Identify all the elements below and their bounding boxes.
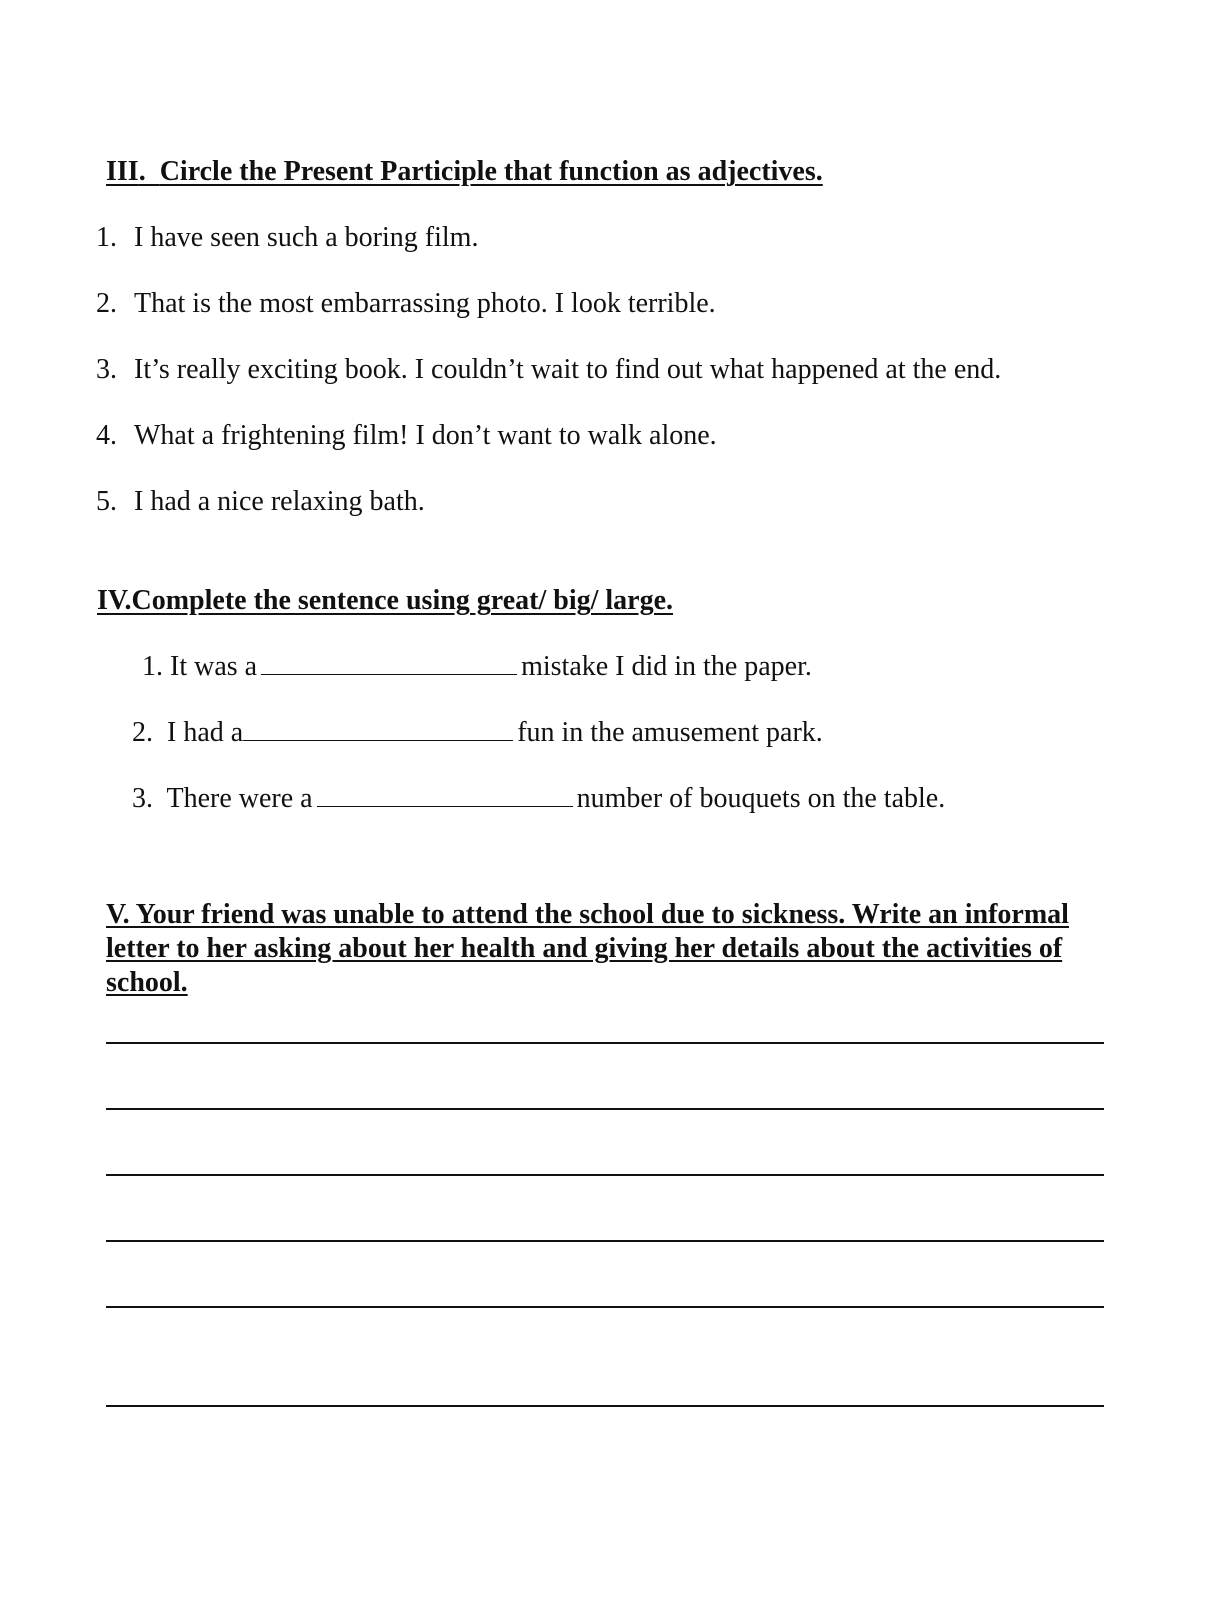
answer-blank-2[interactable] — [243, 716, 513, 741]
writing-line-5[interactable] — [106, 1306, 1104, 1308]
section-3-roman: III — [106, 156, 139, 187]
section-5-heading: V. Your friend was unable to attend the school due to sickness. Write an informal letter to her asking about her health and giving her details about the activities of school. — [106, 899, 1069, 998]
writing-line-6[interactable] — [106, 1405, 1104, 1407]
section-3-title: Circle the Present Participle that function as adjectives. — [159, 156, 823, 187]
section-3-heading: III. Circle the Present Participle that function as adjectives. — [106, 156, 823, 187]
section-3-item-2: 2. That is the most embarrassing photo. I look terrible. — [96, 288, 716, 319]
section-4-item-3: 3. There were a number of bouquets on the table. — [132, 783, 946, 814]
section-3-item-1: 1. I have seen such a boring film. — [96, 222, 479, 253]
sentence-text: What a frightening film! I don’t want to walk alone. — [134, 420, 717, 451]
section-3-item-5: 5. I had a nice relaxing bath. — [96, 486, 425, 517]
sentence-text: That is the most embarrassing photo. I look terrible. — [134, 288, 716, 319]
answer-blank-1[interactable] — [261, 650, 517, 675]
writing-line-4[interactable] — [106, 1240, 1104, 1242]
writing-line-3[interactable] — [106, 1174, 1104, 1176]
section-4-heading: IV.Complete the sentence using great/ big/ large. — [97, 585, 674, 616]
section-4-item-1: 1. It was a mistake I did in the paper. — [142, 651, 812, 682]
sentence-text: I have seen such a boring film. — [134, 222, 479, 253]
sentence-text: I had a nice relaxing bath. — [134, 486, 425, 517]
section-3-item-3: 3. It’s really exciting book. I couldn’t wait to find out what happened at the end. — [96, 354, 1002, 385]
writing-line-2[interactable] — [106, 1108, 1104, 1110]
section-4-item-2: 2. I had a fun in the amusement park. — [132, 717, 823, 748]
answer-blank-3[interactable] — [317, 782, 573, 807]
section-3-item-4: 4. What a frightening film! I don’t want to walk alone. — [96, 420, 717, 451]
sentence-text: It’s really exciting book. I couldn’t wait to find out what happened at the end. — [134, 354, 1002, 385]
writing-line-1[interactable] — [106, 1042, 1104, 1044]
